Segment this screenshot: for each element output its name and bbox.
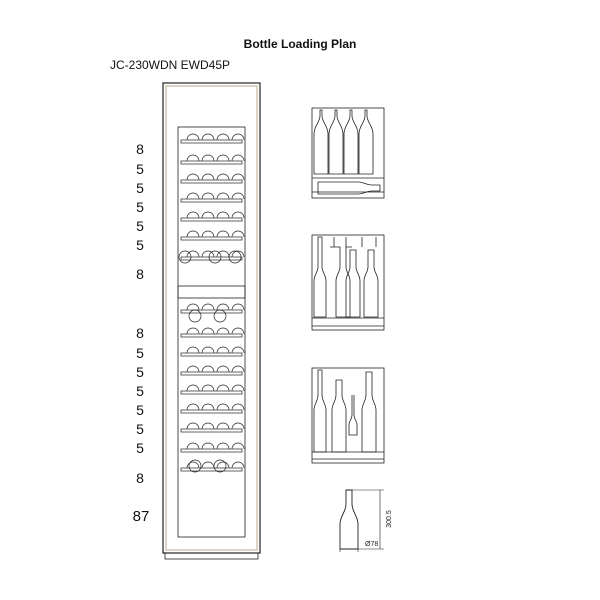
shelf-count: 5 (136, 237, 144, 253)
bottle-end (187, 385, 199, 391)
bottle-end (232, 155, 244, 161)
bottle-end (202, 347, 214, 353)
shelf-count: 5 (136, 161, 144, 177)
bottle-end (189, 310, 201, 322)
bottle-end (187, 231, 199, 237)
bottle-end (202, 404, 214, 410)
side-view-top (312, 108, 384, 198)
bottle-end (232, 134, 244, 140)
shelf-rail (181, 161, 242, 164)
shelf-count: 5 (136, 218, 144, 234)
bottle-end (217, 174, 229, 180)
bottle-end (187, 212, 199, 218)
bottle-end (232, 231, 244, 237)
bottle-end (187, 366, 199, 372)
bottle-end (232, 304, 244, 310)
bottle-end (187, 404, 199, 410)
shelf-rail (181, 218, 242, 221)
bottle-end (202, 155, 214, 161)
shelf-count: 5 (136, 421, 144, 437)
shelf-count: 5 (136, 199, 144, 215)
shelf-count: 5 (136, 383, 144, 399)
shelf-rail (181, 391, 242, 394)
bottle-end (187, 443, 199, 449)
shelf-rail (181, 372, 242, 375)
cabinet-outline (163, 83, 260, 553)
shelf-count: 5 (136, 364, 144, 380)
bottle-end (217, 231, 229, 237)
control-panel (178, 286, 245, 298)
bottle-end (202, 174, 214, 180)
bottle-end (217, 404, 229, 410)
cabinet-front-view (163, 83, 260, 559)
bottle-end (232, 366, 244, 372)
bottle-end (217, 155, 229, 161)
bottle-end (232, 443, 244, 449)
bottle-end (214, 460, 226, 472)
glass-door (178, 127, 245, 537)
bottle-end (202, 328, 214, 334)
bottle-end (202, 193, 214, 199)
bottle-end (202, 212, 214, 218)
bottle-end (202, 134, 214, 140)
bottle-end (187, 328, 199, 334)
bottle-end (202, 423, 214, 429)
bottle-end (217, 423, 229, 429)
shelf-rail (181, 410, 242, 413)
bottle-end (217, 134, 229, 140)
shelf-rail (181, 237, 242, 240)
bottle-end (217, 304, 229, 310)
total-count: 87 (132, 508, 150, 525)
bottle-end (202, 304, 214, 310)
shelf-racks (179, 134, 244, 472)
bottle-end (217, 366, 229, 372)
bottle-end (217, 347, 229, 353)
bottle-end (217, 251, 229, 257)
side-view-middle (312, 235, 384, 330)
shelf-count: 8 (136, 266, 144, 282)
shelf-rail (181, 353, 242, 356)
bottle-diameter-label: Ø78 (365, 541, 379, 548)
shelf-count: 5 (136, 180, 144, 196)
shelf-count: 5 (136, 440, 144, 456)
bottle-end (232, 174, 244, 180)
bottle-end (232, 423, 244, 429)
bottle-end (232, 347, 244, 353)
bottle-end (217, 212, 229, 218)
bottle-end (232, 212, 244, 218)
bottle-end (202, 462, 214, 468)
bottle-end (187, 423, 199, 429)
shelf-rail (181, 140, 242, 143)
bottle-end (187, 155, 199, 161)
model-number: JC-230WDN EWD45P (110, 58, 231, 72)
shelf-rail (181, 429, 242, 432)
bottle-end (217, 385, 229, 391)
bottle-end (202, 231, 214, 237)
shelf-rail (181, 449, 242, 452)
bottle-end (232, 404, 244, 410)
bottle-end (217, 462, 229, 468)
shelf-count: 8 (136, 470, 144, 486)
bottle-height-label: 300.5 (386, 510, 393, 528)
bottle-end (217, 328, 229, 334)
shelf-rail (181, 334, 242, 337)
cabinet-frame (166, 86, 257, 550)
side-view-bottom (312, 368, 384, 463)
bottle-end (232, 462, 244, 468)
bottle-end (217, 443, 229, 449)
bottle-end (214, 310, 226, 322)
bottle-end (217, 193, 229, 199)
bottle-end (189, 460, 201, 472)
bottle-end (232, 193, 244, 199)
bottle-end (202, 366, 214, 372)
shelf-rail (181, 199, 242, 202)
bottle-end (187, 304, 199, 310)
shelf-count: 8 (136, 325, 144, 341)
bottle-end (187, 134, 199, 140)
bottle-end (187, 174, 199, 180)
bottle-end (187, 193, 199, 199)
shelf-count: 5 (136, 345, 144, 361)
shelf-count: 5 (136, 402, 144, 418)
shelf-rail (181, 180, 242, 183)
bottle-end (202, 385, 214, 391)
shelf-count: 8 (136, 141, 144, 157)
bottle-end (202, 443, 214, 449)
bottle-end (187, 251, 199, 257)
bottle-end (232, 328, 244, 334)
bottle-end (232, 385, 244, 391)
bottle-end (187, 347, 199, 353)
cabinet-base (165, 553, 258, 559)
page-title: Bottle Loading Plan (243, 37, 357, 51)
